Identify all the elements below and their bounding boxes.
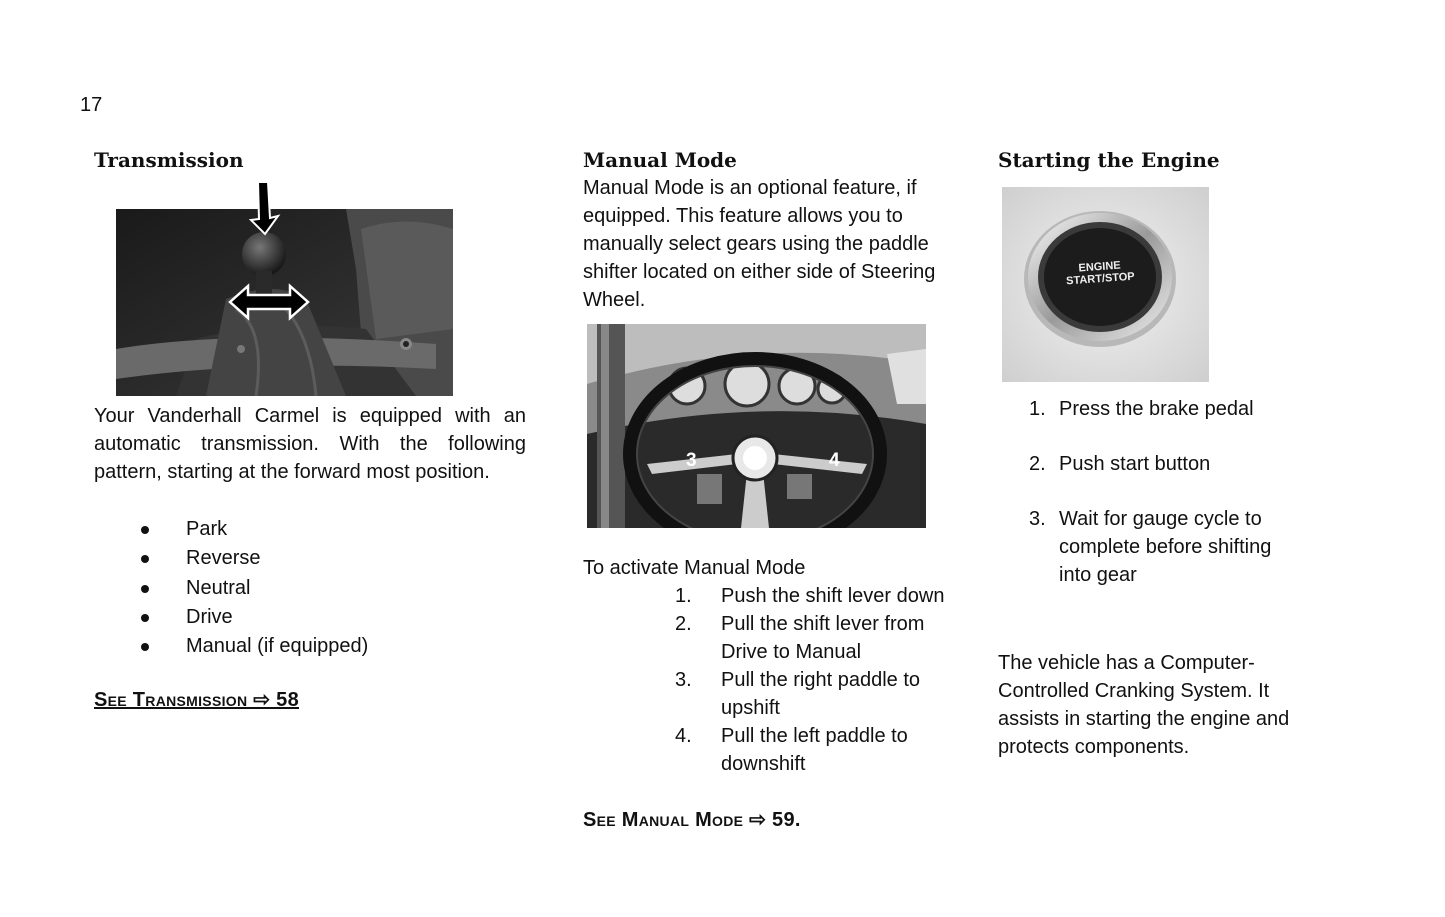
see-transmission-link[interactable]: See Transmission ⇨ 58 (94, 689, 299, 712)
see-manual-mode-link[interactable]: See Manual Mode ⇨ 59. (583, 809, 801, 831)
list-item: Reverse (94, 544, 526, 573)
transmission-paragraph: Your Vanderhall Carmel is equipped with an automatic transmission. With the following pattern, starting at the forward most position. (94, 405, 526, 483)
list-item: Park (94, 515, 526, 544)
engine-button-label: ENGINE START/STOP (1065, 259, 1136, 288)
engine-steps (1029, 395, 1319, 589)
list-item: 2. Pull the shift lever from Drive to Manual (675, 613, 925, 663)
list-item: Neutral (94, 574, 526, 603)
start-button-photo (1002, 187, 1209, 382)
list-item: Manual (if equipped) (94, 632, 526, 661)
transmission-heading: Transmission (94, 148, 244, 172)
list-item: 4. Pull the left paddle to downshift (675, 725, 908, 775)
transmission-body (94, 402, 526, 714)
activate-manual-mode (583, 554, 983, 778)
see-manual-mode (583, 806, 801, 834)
steering-wheel-photo (587, 324, 926, 528)
page-number: 17 (80, 94, 103, 116)
cranking-system-note: The vehicle has a Computer-Controlled Cranking System. It assists in starting the engine and protects components. (998, 652, 1290, 758)
paddle-label-left: 3 (686, 450, 697, 471)
activate-intro: To activate Manual Mode (583, 557, 806, 579)
starting-engine-heading: Starting the Engine (998, 148, 1220, 172)
list-item: 3. Wait for gauge cycle to complete before shifting into gear (1029, 508, 1272, 586)
list-item: 1. Push the shift lever down (675, 585, 945, 607)
paddle-label-right: 4 (829, 450, 840, 471)
left-right-arrow-icon (228, 283, 310, 321)
list-item: Drive (94, 603, 526, 632)
list-item: 2. Push start button (1029, 453, 1211, 475)
list-item: 3. Pull the right paddle to upshift (675, 669, 921, 719)
manual-mode-section (583, 146, 963, 314)
manual-mode-heading: Manual Mode (583, 148, 737, 172)
activate-steps (583, 582, 983, 778)
manual-mode-paragraph: Manual Mode is an optional feature, if equipped. This feature allows you to manually select gears using the paddle shifter located on either side of Steering Wheel. (583, 177, 936, 311)
down-arrow-icon (248, 182, 282, 236)
list-item: 1. Press the brake pedal (1029, 398, 1254, 420)
gear-list (94, 515, 526, 661)
